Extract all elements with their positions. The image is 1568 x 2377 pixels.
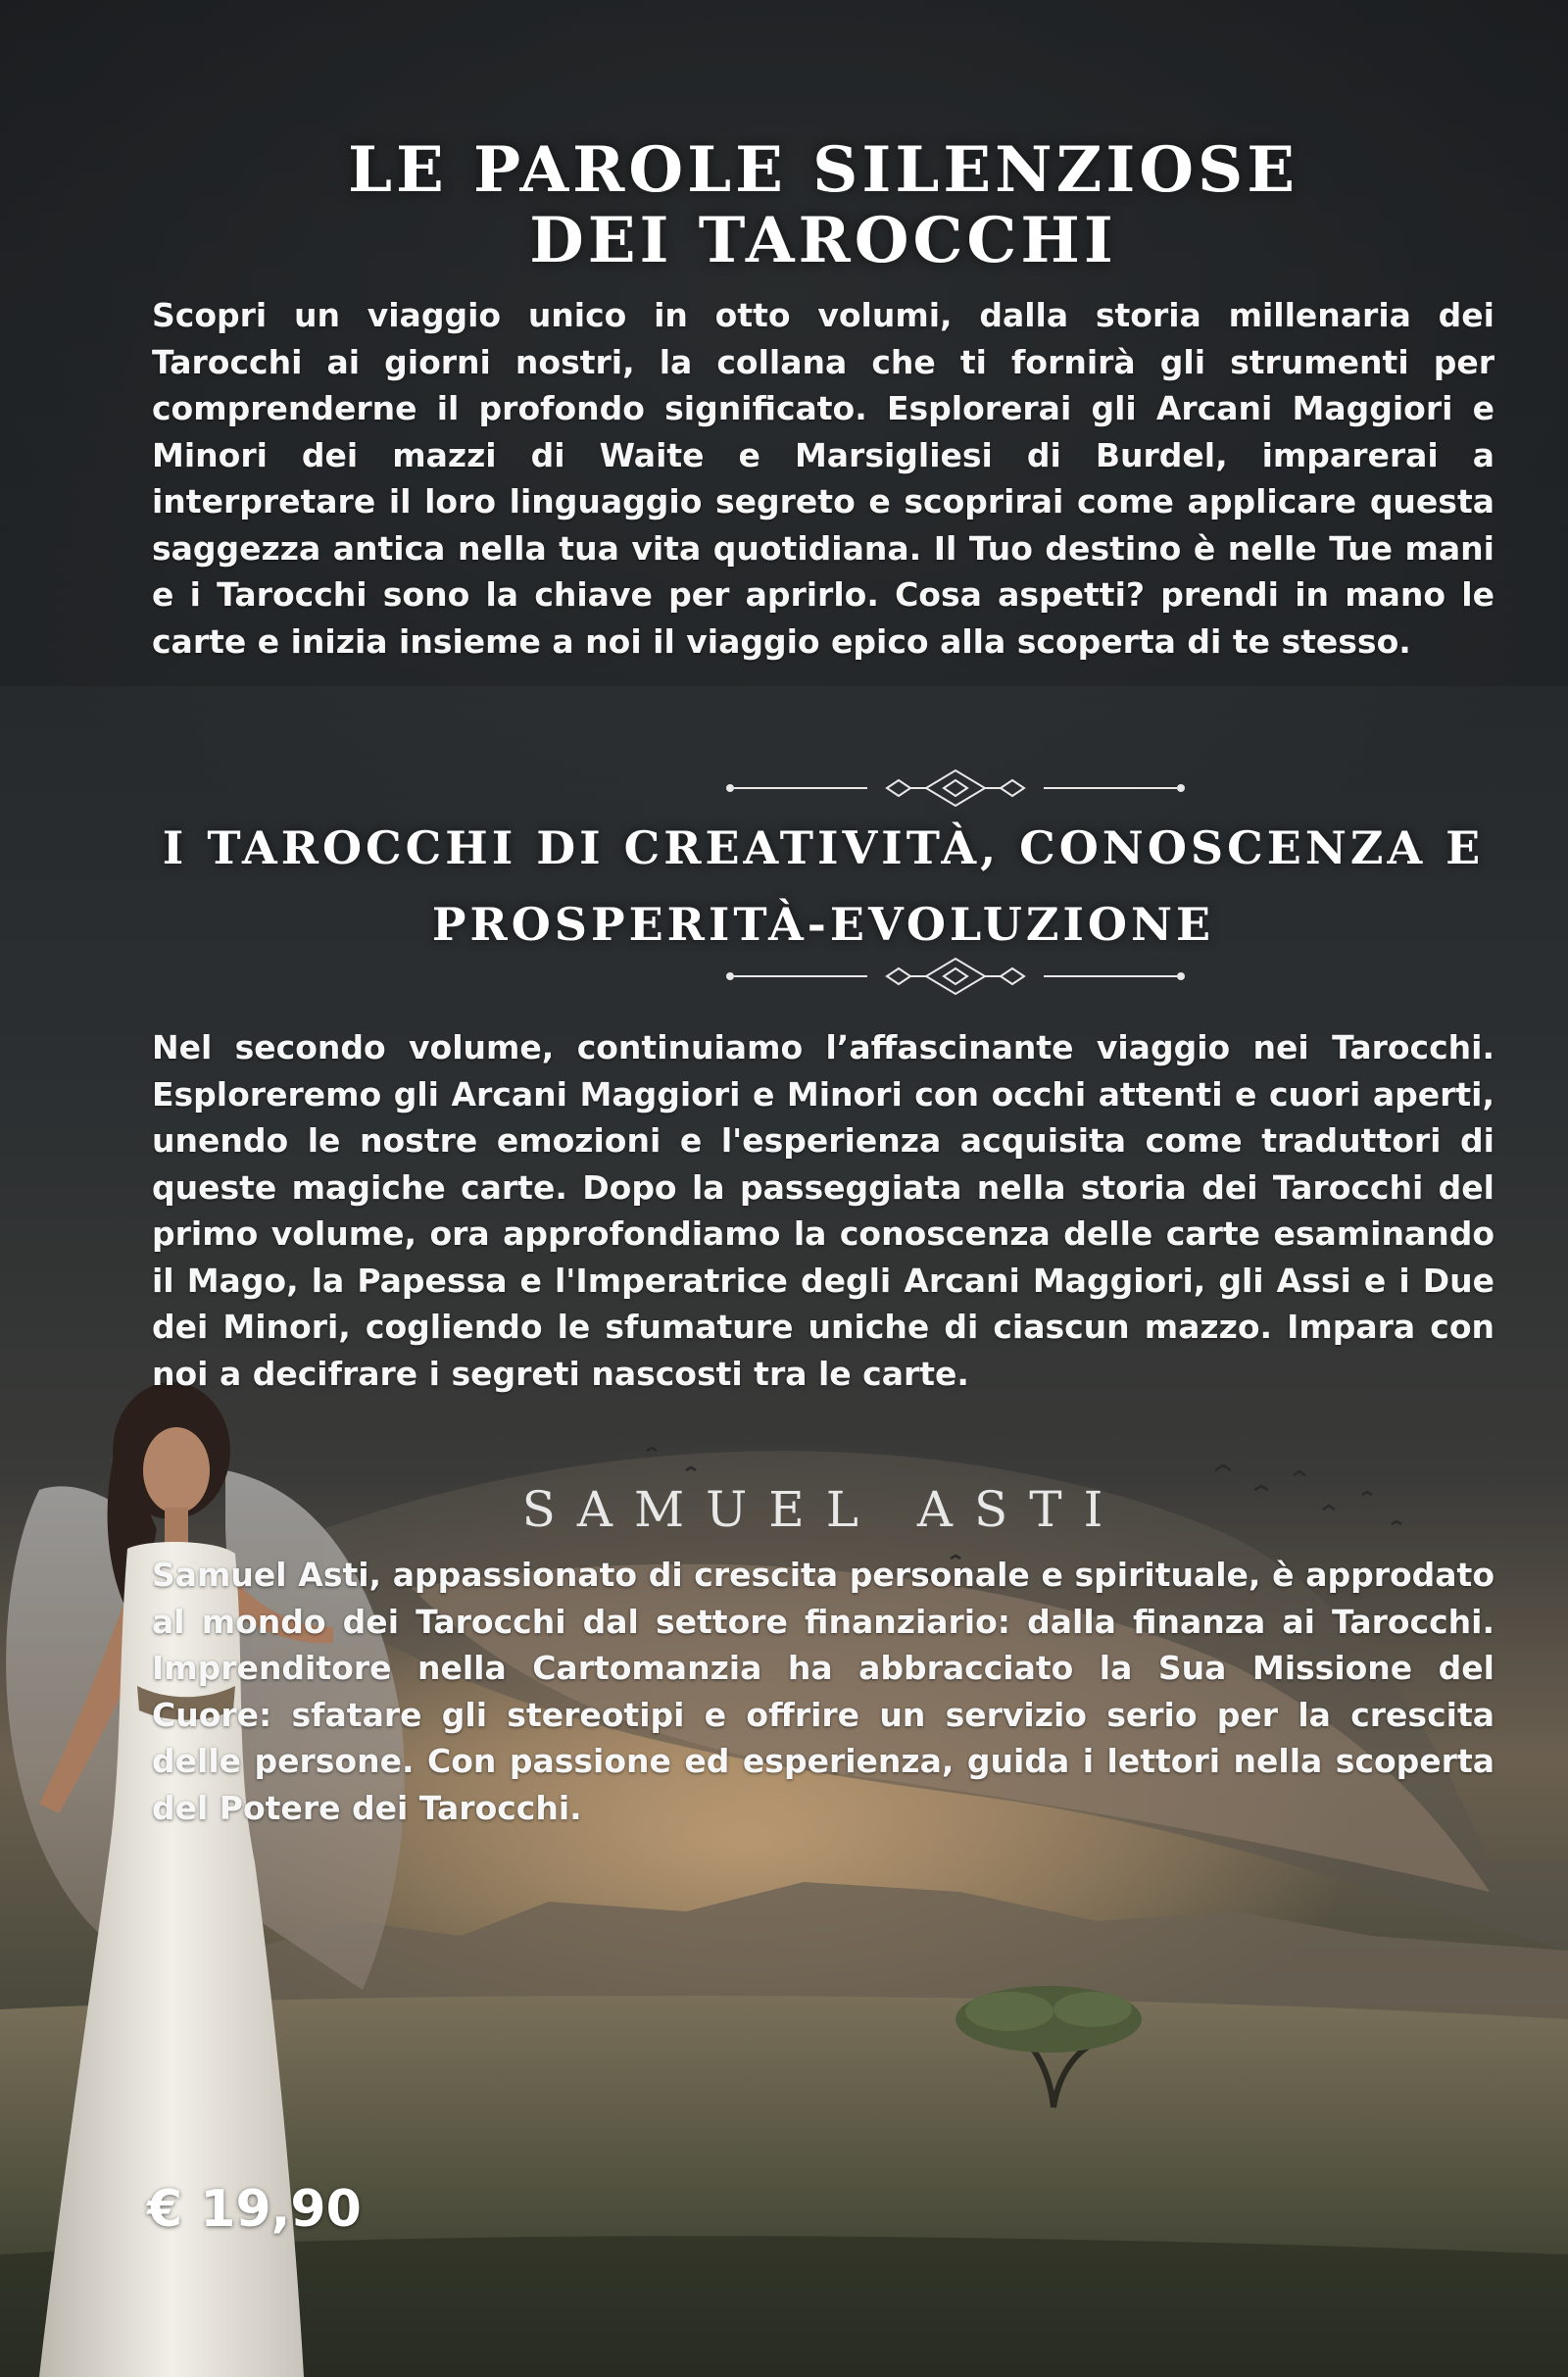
volume-subtitle-line-1: I TAROCCHI DI CREATIVITÀ, CONOSCENZA E xyxy=(162,821,1485,874)
price-label: € 19,90 xyxy=(147,2180,362,2239)
ornament-divider-icon xyxy=(720,955,1191,998)
author-name: SAMUEL ASTI xyxy=(521,1481,1125,1538)
ornament-divider-icon xyxy=(720,767,1191,810)
volume-description-paragraph: Nel secondo volume, continuiamo l’affascinante viaggio nei Tarocchi. Esploreremo gli Arcani Maggiori e Minori con occhi attenti e cuori aperti, unendo le nostre emozioni e l'esperienza acquisita come traduttori di queste magiche carte. Dopo la passeggiata nella storia dei Tarocchi del primo volume, ora approfondiamo la conoscenza delle carte esaminando il Mago, la Papessa e l'Imperatrice degli Arcani Maggiori, gli Assi e i Due dei Minori, cogliendo le sfumature uniche di ciascun mazzo. Impara con noi a decifrare i segreti nascosti tra le carte. xyxy=(152,1028,1494,1393)
book-title-line-1: LE PAROLE SILENZIOSE xyxy=(347,133,1299,207)
book-title xyxy=(152,135,1494,276)
series-intro-paragraph: Scopri un viaggio unico in otto volumi, dalla storia millenaria dei Tarocchi ai giorni nostri, la collana che ti fornirà gli strumenti per comprenderne il profondo significato. Esplorerai gli Arcani Maggiori e Minori dei mazzi di Waite e Marsigliesi di Burdel, imparerai a interpretare il loro linguaggio segreto e scoprirai come applicare questa saggezza antica nella tua vita quotidiana. Il Tuo destino è nelle Tue mani e i Tarocchi sono la chiave per aprirlo. Cosa aspetti? prendi in mano le carte e inizia insieme a noi il viaggio epico alla scoperta di te stesso. xyxy=(152,296,1494,661)
author-bio-paragraph: Samuel Asti, appassionato di crescita personale e spirituale, è approdato al mondo dei Tarocchi dal settore finanziario: dalla finanza ai Tarocchi. Imprenditore nella Cartomanzia ha abbracciato la Sua Missione del Cuore: sfatare gli stereotipi e offrire un servizio serio per la crescita delle persone. Con passione ed esperienza, guida i lettori nella scoperta del Potere dei Tarocchi. xyxy=(152,1556,1494,1827)
book-title-line-2: DEI TAROCCHI xyxy=(529,204,1117,277)
volume-subtitle-line-2: PROSPERITÀ-EVOLUZIONE xyxy=(431,898,1215,951)
volume-subtitle xyxy=(152,810,1494,963)
